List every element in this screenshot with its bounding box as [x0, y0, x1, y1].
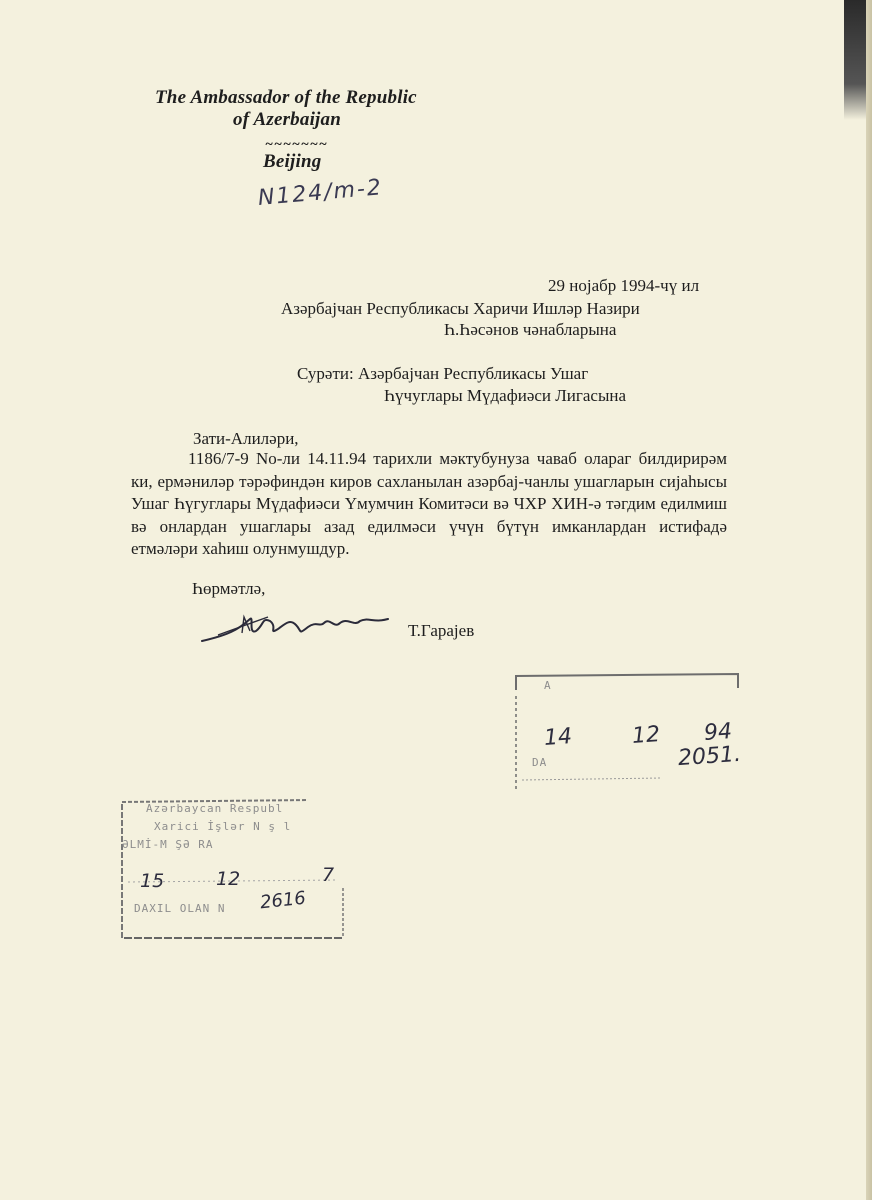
stamp-prefix: DAXIL OLAN N	[134, 902, 226, 915]
stamp-number: 2616	[259, 887, 307, 914]
closing-phrase: Һөрмәтлә,	[192, 579, 266, 598]
letterhead-line-1: The Ambassador of the Republic	[155, 87, 417, 108]
stamp-line-2: Xarici İşlər N ş l	[154, 820, 292, 833]
stamp-month: 12	[216, 868, 241, 890]
stamp-line-1: Azərbaycan Respubl	[146, 802, 284, 815]
copy-recipient-line-1: Сурәти: Азәрбајчан Республикасы Ушаг	[297, 364, 589, 383]
salutation: Зати-Алиләри,	[193, 429, 299, 448]
addressee-line-2: Һ.Һәсәнов чәнабларына	[444, 320, 617, 339]
scan-corner-mark	[844, 0, 866, 120]
handwritten-signature	[198, 605, 393, 650]
stamp-number: 2051.	[677, 741, 742, 772]
letter-body	[131, 448, 727, 561]
letterhead-line-2: of Azerbaijan	[233, 109, 341, 130]
incoming-registration-stamp	[512, 668, 752, 796]
copy-recipient-line-2: Һүчуглары Мүдафиәси Лигасына	[384, 386, 627, 405]
stamp-prefix: DA	[532, 756, 548, 769]
body-paragraph: 1186/7-9 No-ли 14.11.94 тарихли мәктубунуза чаваб олараг билдирирәм ки, ермәниләр тәрәфиндән киров сахланылан азәрбај-чанлы ушагларын сијаһысы Ушаг Һүгуглары Мүдафиәси Үмумчин Комитәси вә ЧХР ХИН-ә тәгдим едилмиш вә онлардан ушаглары азад едилмәси үчүн бүтүн имканлардан истифадә етмәләри хаһиш олунмушдур.	[131, 449, 727, 558]
letter-date: 29 нојабр 1994-чү ил	[548, 276, 700, 295]
stamp-line-3: ƏLMİ-M ŞƏ RA	[122, 838, 214, 851]
stamp-year: 94	[703, 719, 733, 746]
ministry-registration-stamp	[118, 792, 350, 942]
stamp-year: 7	[322, 864, 335, 886]
addressee-line-1: Азәрбајчан Республикасы Харичи Ишләр Назири	[281, 299, 640, 318]
stamp-month: 12	[631, 722, 661, 749]
reference-number: N124/m-2	[256, 175, 384, 211]
letterhead-separator: ~~~~~~~	[265, 137, 328, 152]
stamp-day: 14	[543, 724, 573, 751]
page-edge	[866, 0, 872, 1200]
letterhead-city: Beijing	[263, 151, 322, 172]
stamp-day: 15	[140, 870, 165, 892]
stamp-header: A	[544, 679, 552, 692]
signer-name: Т.Гарајев	[408, 621, 475, 640]
